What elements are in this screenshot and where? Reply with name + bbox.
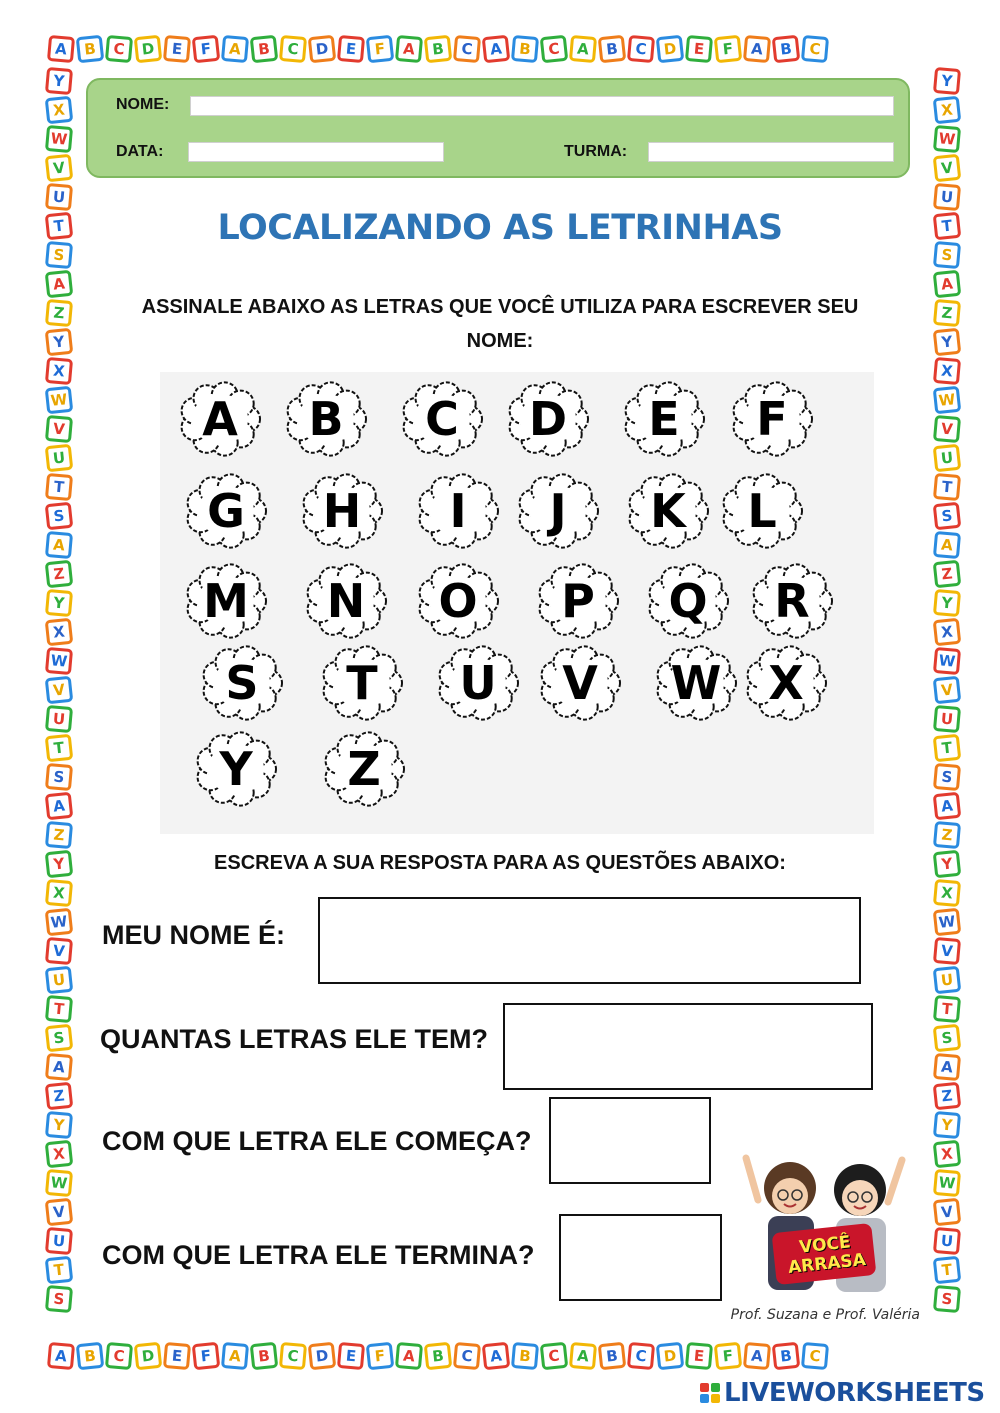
letter-block-icon: W [933, 647, 961, 675]
answer-box-letter-count[interactable] [503, 1003, 873, 1090]
letter-flower-m[interactable] [184, 562, 268, 640]
flower-letter: I [449, 484, 467, 538]
letter-flower-n[interactable] [304, 562, 388, 640]
letter-block-icon: V [45, 676, 74, 705]
letter-block-icon: T [45, 734, 74, 763]
letter-flower-w[interactable] [654, 644, 738, 722]
letter-block-icon: E [685, 1342, 713, 1370]
letter-flower-a[interactable] [178, 380, 262, 458]
letter-block-icon: X [45, 96, 74, 125]
letter-block-icon: T [45, 212, 74, 241]
letter-block-icon: E [337, 35, 365, 63]
letter-block-icon: W [45, 125, 73, 153]
letter-block-icon: W [933, 125, 961, 153]
letter-block-icon: Y [45, 67, 73, 95]
letter-block-icon: S [45, 241, 73, 269]
page-title: LOCALIZANDO AS LETRINHAS [217, 208, 783, 248]
letter-block-icon: C [105, 1342, 133, 1370]
letter-flower-y[interactable] [194, 730, 278, 808]
letter-block-icon: T [45, 1256, 74, 1285]
letter-flower-b[interactable] [284, 380, 368, 458]
letter-block-icon: F [714, 1342, 743, 1371]
question-last-letter-label: COM QUE LETRA ELE TERMINA? [102, 1240, 535, 1270]
letter-block-icon: Z [45, 1082, 74, 1111]
letter-block-icon: T [933, 734, 962, 763]
flower-letter: U [459, 656, 497, 710]
name-label: NOME: [116, 96, 170, 113]
flower-letter: M [203, 574, 249, 628]
flower-letter: O [438, 574, 478, 628]
letter-block-icon: W [45, 908, 74, 937]
letter-flower-q[interactable] [646, 562, 730, 640]
letter-block-icon: Z [45, 299, 73, 327]
bottom-block-border [48, 1343, 828, 1369]
flower-letter: G [207, 484, 245, 538]
flower-letter: C [425, 392, 459, 446]
letter-block-icon: V [45, 415, 73, 443]
letter-block-icon: U [933, 966, 962, 995]
name-field[interactable] [190, 96, 894, 116]
letter-block-icon: F [366, 1342, 395, 1371]
teachers-illustration [738, 1140, 916, 1310]
question-name-label: MEU NOME É: [102, 920, 286, 950]
letter-block-icon: Y [45, 850, 74, 879]
flower-letter: J [549, 484, 567, 538]
letter-block-icon: U [45, 444, 74, 473]
left-block-border [46, 68, 72, 1312]
letter-block-icon: A [47, 1342, 75, 1370]
letter-block-icon: T [45, 473, 73, 501]
letter-block-icon: V [45, 154, 74, 183]
answer-box-last-letter[interactable] [559, 1214, 722, 1301]
letter-block-icon: B [424, 35, 453, 64]
letter-block-icon: D [308, 35, 337, 64]
letter-block-icon: B [250, 1342, 279, 1371]
letter-flower-u[interactable] [436, 644, 520, 722]
letter-block-icon: C [540, 1342, 569, 1371]
flower-letter: X [768, 656, 804, 710]
letter-block-icon: V [933, 1198, 962, 1227]
letter-flower-p[interactable] [536, 562, 620, 640]
letter-block-icon: E [337, 1342, 365, 1370]
letter-flower-z[interactable] [322, 730, 406, 808]
letter-flower-e[interactable] [622, 380, 706, 458]
letter-block-icon: S [933, 1285, 961, 1313]
letter-block-icon: S [45, 1285, 73, 1313]
letter-block-icon: Y [933, 1111, 961, 1139]
letter-block-icon: V [933, 154, 962, 183]
letter-block-icon: B [772, 1342, 801, 1371]
flower-letter: K [650, 484, 686, 538]
watermark-text: LIVEWORKSHEETS [724, 1378, 985, 1408]
letter-block-icon: S [45, 763, 73, 791]
letter-block-icon: A [221, 35, 249, 63]
letter-flower-c[interactable] [400, 380, 484, 458]
letter-block-icon: S [933, 502, 962, 531]
letter-block-icon: U [45, 705, 73, 733]
letter-block-icon: X [45, 357, 73, 385]
letter-block-icon: Y [933, 328, 962, 357]
letter-block-icon: C [453, 1342, 481, 1370]
letter-block-icon: W [933, 1169, 961, 1197]
letter-block-icon: D [656, 35, 685, 64]
letter-block-icon: A [45, 531, 73, 559]
top-block-border [48, 36, 828, 62]
letter-block-icon: Y [933, 67, 961, 95]
letter-block-icon: V [933, 937, 961, 965]
flower-letter: W [670, 656, 722, 710]
flower-letter: Y [219, 742, 253, 796]
letter-block-icon: T [933, 995, 961, 1023]
letter-block-icon: F [192, 1342, 221, 1371]
letter-block-icon: U [933, 183, 961, 211]
letter-block-icon: X [933, 879, 961, 907]
flower-letter: N [326, 574, 366, 628]
letter-block-icon: B [250, 35, 279, 64]
letter-flower-k[interactable] [626, 472, 710, 550]
flower-letter: A [202, 392, 238, 446]
letter-flower-i[interactable] [416, 472, 500, 550]
liveworksheets-icon [700, 1383, 720, 1403]
letter-block-icon: B [424, 1342, 453, 1371]
class-label: TURMA: [564, 143, 628, 160]
letter-flower-d[interactable] [506, 380, 590, 458]
flower-letter: H [322, 484, 362, 538]
letter-block-icon: E [163, 35, 191, 63]
student-info-box [86, 78, 910, 178]
flower-letter: L [747, 484, 777, 538]
letter-block-icon: A [45, 270, 74, 299]
letter-block-icon: W [45, 386, 74, 415]
letter-block-icon: Z [933, 560, 962, 589]
letter-block-icon: Y [45, 1111, 73, 1139]
letter-block-icon: U [933, 444, 962, 473]
letter-block-icon: T [45, 995, 73, 1023]
letter-block-icon: A [933, 270, 962, 299]
alphabet-panel [160, 372, 874, 834]
mascot-banner-text: VOCÊ ARRASA [787, 1232, 867, 1278]
letter-block-icon: U [933, 1227, 961, 1255]
letter-block-icon: W [45, 1169, 73, 1197]
question-first-letter-label: COM QUE LETRA ELE COMEÇA? [102, 1126, 532, 1156]
letter-block-icon: A [569, 35, 597, 63]
letter-block-icon: B [598, 1342, 627, 1371]
flower-letter: T [346, 656, 378, 710]
letter-block-icon: U [933, 705, 961, 733]
letter-block-icon: A [221, 1342, 249, 1370]
letter-block-icon: B [598, 35, 627, 64]
letter-block-icon: D [308, 1342, 337, 1371]
letter-block-icon: A [482, 35, 511, 64]
letter-block-icon: A [47, 35, 75, 63]
letter-block-icon: D [656, 1342, 685, 1371]
letter-block-icon: V [933, 676, 962, 705]
letter-block-icon: X [45, 1140, 74, 1169]
letter-block-icon: C [627, 1342, 655, 1370]
answer-box-name[interactable] [318, 897, 861, 984]
letter-block-icon: A [743, 1342, 771, 1370]
answer-box-first-letter[interactable] [549, 1097, 711, 1184]
flower-letter: D [528, 392, 568, 446]
letter-block-icon: A [395, 1342, 423, 1370]
letter-block-icon: D [134, 1342, 163, 1371]
letter-block-icon: B [772, 35, 801, 64]
answers-heading: ESCREVA A SUA RESPOSTA PARA AS QUESTÕES ABAIXO: [214, 852, 786, 874]
letter-flower-f[interactable] [730, 380, 814, 458]
letter-block-icon: A [45, 792, 74, 821]
letter-block-icon: S [45, 1024, 74, 1053]
letter-block-icon: F [714, 35, 743, 64]
letter-block-icon: Z [45, 821, 73, 849]
letter-block-icon: C [801, 1342, 829, 1370]
letter-block-icon: C [279, 35, 307, 63]
letter-flower-v[interactable] [538, 644, 622, 722]
letter-block-icon: Y [45, 328, 74, 357]
question-letter-count-label: QUANTAS LETRAS ELE TEM? [100, 1024, 488, 1054]
flower-letter: P [561, 574, 595, 628]
letter-block-icon: C [540, 35, 569, 64]
letter-block-icon: V [933, 415, 961, 443]
letter-block-icon: U [45, 1227, 73, 1255]
letter-flower-r[interactable] [750, 562, 834, 640]
flower-letter: S [225, 656, 259, 710]
credit-text: Prof. Suzana e Prof. Valéria [730, 1307, 920, 1323]
letter-flower-g[interactable] [184, 472, 268, 550]
flower-letter: B [308, 392, 344, 446]
letter-block-icon: U [45, 966, 74, 995]
letter-flower-s[interactable] [200, 644, 284, 722]
flower-letter: E [648, 392, 680, 446]
letter-block-icon: F [192, 35, 221, 64]
letter-block-icon: T [933, 1256, 962, 1285]
letter-block-icon: Z [933, 821, 961, 849]
flower-letter: F [756, 392, 788, 446]
letter-block-icon: D [134, 35, 163, 64]
letter-block-icon: X [45, 618, 74, 647]
letter-block-icon: X [933, 618, 962, 647]
letter-block-icon: C [801, 35, 829, 63]
date-label: DATA: [116, 143, 164, 160]
instruction-text: ASSINALE ABAIXO AS LETRAS QUE VOCÊ UTILIZA PARA ESCREVER SEU NOME: [141, 296, 859, 352]
letter-block-icon: V [45, 1198, 74, 1227]
letter-block-icon: A [743, 35, 771, 63]
letter-block-icon: Y [45, 589, 73, 617]
letter-block-icon: U [45, 183, 73, 211]
letter-block-icon: T [933, 473, 961, 501]
letter-block-icon: A [45, 1053, 73, 1081]
letter-block-icon: A [395, 35, 423, 63]
letter-block-icon: B [511, 1342, 539, 1370]
letter-block-icon: Y [933, 589, 961, 617]
class-field[interactable] [648, 142, 894, 162]
letter-flower-o[interactable] [416, 562, 500, 640]
letter-block-icon: C [279, 1342, 307, 1370]
letter-block-icon: S [933, 1024, 962, 1053]
letter-block-icon: C [105, 35, 133, 63]
letter-block-icon: Z [933, 299, 961, 327]
letter-block-icon: E [685, 35, 713, 63]
letter-block-icon: Z [933, 1082, 962, 1111]
letter-block-icon: X [933, 96, 962, 125]
date-field[interactable] [188, 142, 444, 162]
liveworksheets-logo [700, 1378, 985, 1408]
letter-block-icon: C [453, 35, 481, 63]
letter-flower-l[interactable] [720, 472, 804, 550]
letter-block-icon: W [933, 386, 962, 415]
letter-block-icon: V [45, 937, 73, 965]
letter-block-icon: B [76, 1342, 105, 1371]
letter-block-icon: S [933, 241, 961, 269]
letter-block-icon: F [366, 35, 395, 64]
flower-letter: Z [347, 742, 381, 796]
letter-block-icon: A [933, 792, 962, 821]
letter-block-icon: A [933, 531, 961, 559]
letter-block-icon: S [45, 502, 74, 531]
letter-block-icon: Y [933, 850, 962, 879]
letter-flower-t[interactable] [320, 644, 404, 722]
right-block-border [934, 68, 960, 1312]
letter-block-icon: B [76, 35, 105, 64]
letter-block-icon: W [933, 908, 962, 937]
flower-letter: Q [668, 574, 708, 628]
letter-block-icon: W [45, 647, 73, 675]
letter-block-icon: X [933, 1140, 962, 1169]
letter-block-icon: A [482, 1342, 511, 1371]
letter-block-icon: A [933, 1053, 961, 1081]
letter-block-icon: T [933, 212, 962, 241]
letter-flower-j[interactable] [516, 472, 600, 550]
letter-block-icon: E [163, 1342, 191, 1370]
letter-block-icon: X [933, 357, 961, 385]
letter-block-icon: S [933, 763, 961, 791]
letter-block-icon: X [45, 879, 73, 907]
letter-block-icon: Z [45, 560, 74, 589]
flower-letter: V [562, 656, 598, 710]
letter-block-icon: C [627, 35, 655, 63]
letter-flower-h[interactable] [300, 472, 384, 550]
letter-flower-x[interactable] [744, 644, 828, 722]
flower-letter: R [774, 574, 810, 628]
letter-block-icon: B [511, 35, 539, 63]
letter-block-icon: A [569, 1342, 597, 1370]
